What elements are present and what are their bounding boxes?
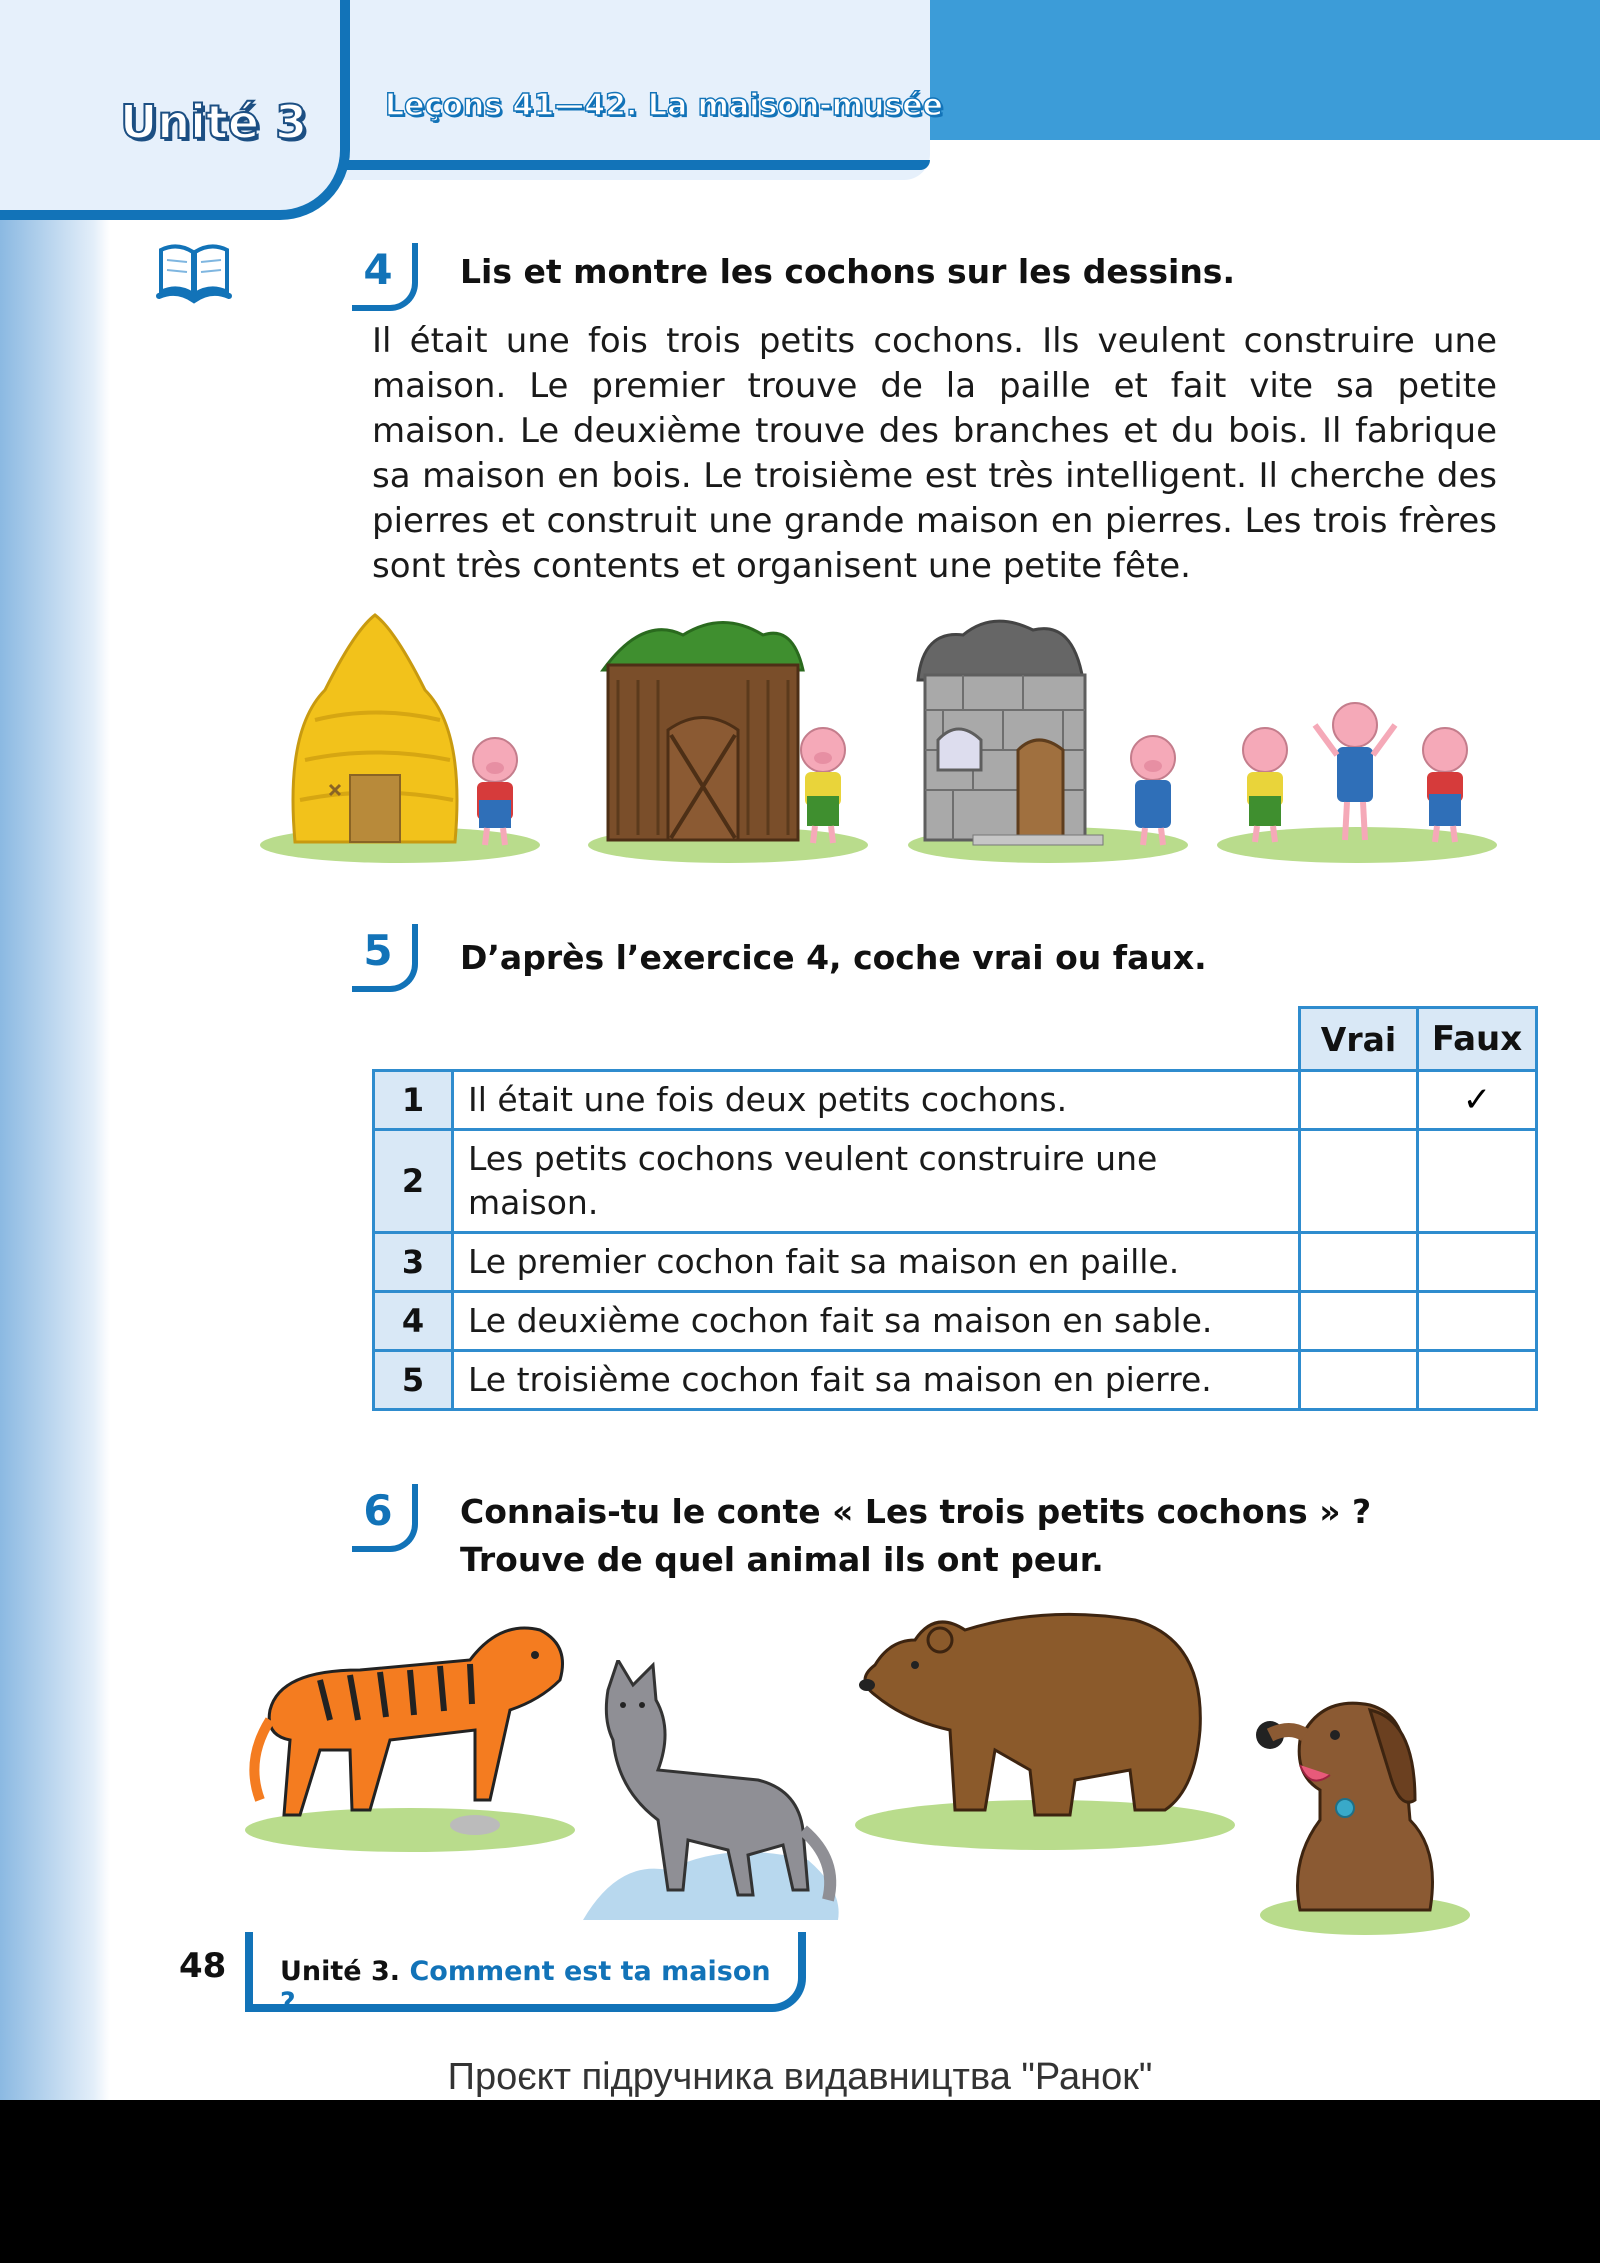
table-row [374,1233,1537,1292]
stone-house-pig-illustration [903,610,1188,865]
column-faux: Faux [1418,1008,1537,1071]
exercise-4-number: 4 [363,245,393,294]
straw-house-pig-illustration [255,610,545,865]
exercise-5-instruction: D’après l’exercice 4, coche vrai ou faux. [460,938,1207,977]
footer-tab [155,1932,795,2018]
footer-unit-title [280,1956,795,2018]
vrai-checkbox[interactable] [1300,1292,1418,1351]
footer-chapter-title: Comment est ta maison ? [280,1956,771,2018]
wolf-illustration [578,1660,848,1930]
faux-checkbox[interactable] [1418,1130,1537,1233]
table-row [374,1292,1537,1351]
lesson-title: Leçons 41—42. La maison-musée [385,88,943,123]
row-number: 5 [374,1351,453,1410]
exercise-6-instruction: Connais-tu le conte « Les trois petits cochons » ? Trouve de quel animal ils ont peur. [460,1492,1372,1579]
wood-house-pig-illustration [583,610,868,865]
row-number: 3 [374,1233,453,1292]
vrai-checkbox[interactable] [1300,1351,1418,1410]
page-number: 48 [179,1946,227,1986]
statement-text: Le troisième cochon fait sa maison en pierre. [453,1351,1300,1410]
table-row [374,1071,1537,1130]
bear-illustration [845,1600,1245,1860]
tiger-illustration [240,1600,580,1860]
dog-illustration [1240,1680,1480,1940]
story-text: Il était une fois trois petits cochons. Ils veulent construire une maison. Le premier trouve de la paille et fait vite sa petite maison. Le deuxième trouve des branches et du bois. Il fabrique sa maison en bois. Le troisième est très intelligent. Il cherche des pierres et construit une grande maison en pierres. Les trois frères sont très contents et organisent une petite fête. [372,321,1497,586]
exercise-5-badge [352,924,422,994]
vrai-checkbox[interactable] [1300,1130,1418,1233]
statement-text: Le premier cochon fait sa maison en paille. [453,1233,1300,1292]
vrai-checkbox[interactable] [1300,1233,1418,1292]
row-number: 1 [374,1071,453,1130]
exercise-6-number: 6 [363,1486,393,1535]
table-header-row [374,1008,1537,1071]
column-vrai: Vrai [1300,1008,1418,1071]
table-row [374,1130,1537,1233]
publisher-note: Проєкт підручника видавництва "Ранок" [447,2056,1153,2098]
footer-unit: Unité 3. [280,1956,401,1987]
faux-checkbox[interactable] [1418,1292,1537,1351]
exercise-5-number: 5 [363,926,393,975]
row-number: 4 [374,1292,453,1351]
faux-checkbox[interactable] [1418,1351,1537,1410]
faux-checkbox[interactable] [1418,1233,1537,1292]
exercise-6-badge [352,1484,422,1554]
unit-label: Unité 3 [120,95,308,149]
exercise-4-badge [352,243,422,313]
exercise-4-instruction: Lis et montre les cochons sur les dessins. [460,252,1235,291]
statement-text: Il était une fois deux petits cochons. [453,1071,1300,1130]
left-margin-strip [0,0,110,2100]
statement-text: Le deuxième cochon fait sa maison en sable. [453,1292,1300,1351]
lesson-header-edge [330,160,930,170]
row-number: 2 [374,1130,453,1233]
three-pigs-illustration [1215,690,1500,865]
true-false-table [372,1006,1538,1411]
statement-text: Les petits cochons veulent construire une maison. [453,1130,1300,1233]
vrai-checkbox[interactable] [1300,1071,1418,1130]
faux-checkbox[interactable]: ✓ [1418,1071,1537,1130]
open-book-icon [155,236,233,308]
table-row [374,1351,1537,1410]
